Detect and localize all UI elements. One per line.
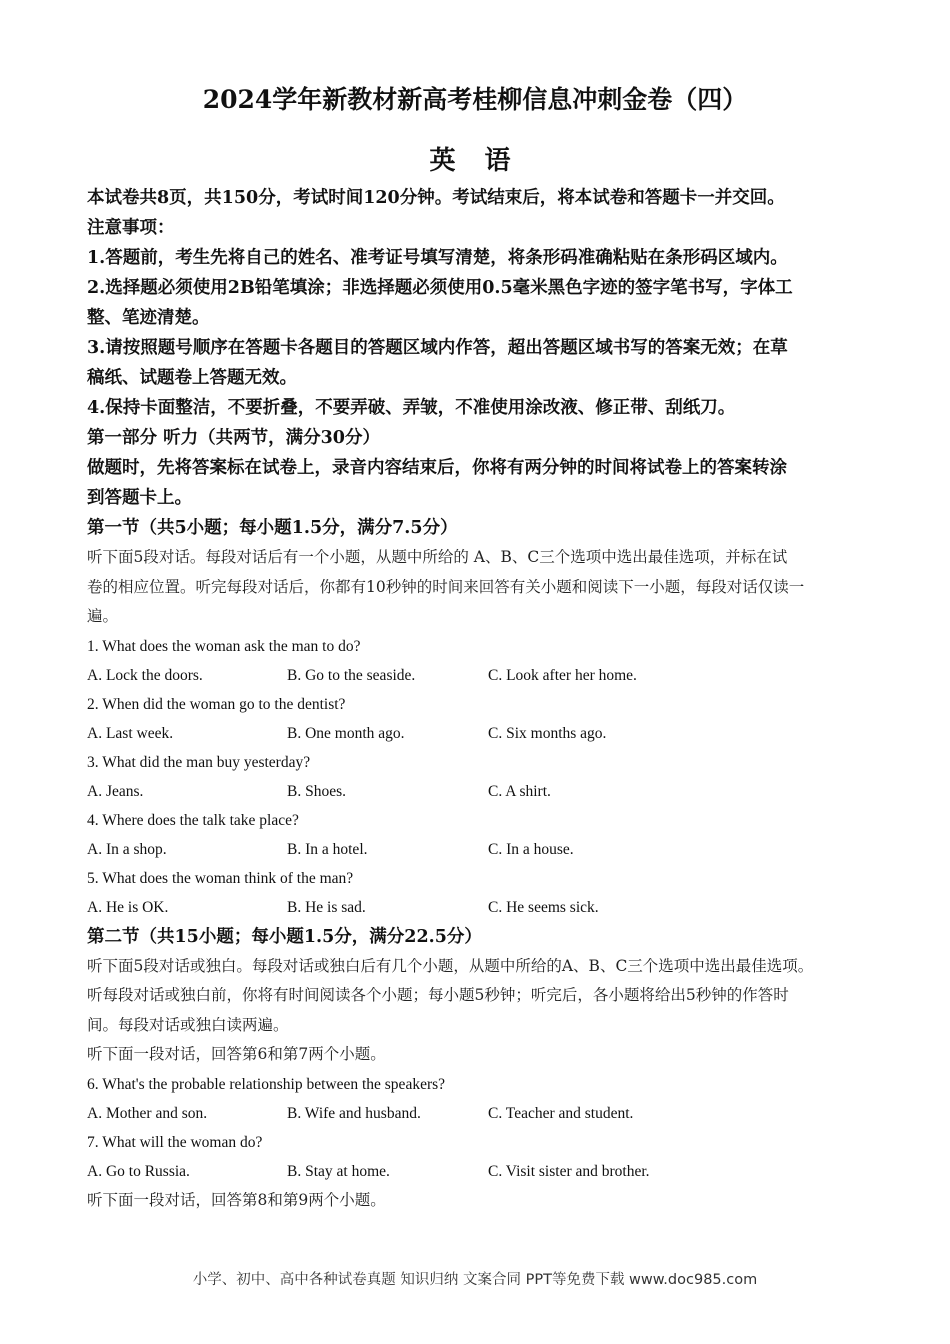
question-5: 5. What does the woman think of the man? — [87, 869, 354, 887]
option-a: A. Jeans. — [87, 782, 144, 800]
question-4: 4. Where does the talk take place? — [87, 811, 299, 829]
question-5-options — [87, 893, 877, 922]
question-6-options — [87, 1099, 877, 1128]
option-b: B. Wife and husband. — [287, 1104, 421, 1122]
section2-desc-line-1: 听下面5段对话或独白。每段对话或独白后有几个小题，从题中所给的A、B、C三个选项中选出最佳选项。 — [87, 956, 814, 975]
option-b: B. Go to the seaside. — [287, 666, 416, 684]
option-a: A. Go to Russia. — [87, 1162, 190, 1180]
option-b: B. Shoes. — [287, 782, 346, 800]
note-2-line-2: 整、笔迹清楚。 — [87, 308, 210, 328]
question-1-options — [87, 661, 877, 690]
option-c: C. Visit sister and brother. — [488, 1162, 650, 1180]
section2-desc-line-2: 听每段对话或独白前，你将有时间阅读各个小题；每小题5秒钟；听完后，各小题将给出5秒钟的作答时 — [87, 986, 789, 1004]
part1-desc-line-2: 到答题卡上。 — [87, 488, 192, 508]
section1-desc-line-3: 遍。 — [87, 607, 119, 625]
part1-desc-line-1: 做题时，先将答案标在试卷上，录音内容结束后，你将有两分钟的时间将试卷上的答案转涂 — [87, 458, 787, 478]
question-3: 3. What did the man buy yesterday? — [87, 753, 311, 771]
section1-heading: 第一节（共5小题；每小题1.5分，满分7.5分） — [87, 518, 458, 538]
note-1: 1.答题前，考生先将自己的姓名、准考证号填写清楚，将条形码准确粘贴在条形码区域内。 — [87, 248, 788, 268]
question-7: 7. What will the woman do? — [87, 1133, 263, 1151]
subject-title: 英 语 — [429, 146, 521, 176]
option-b: B. In a hotel. — [287, 840, 368, 858]
option-c: C. Six months ago. — [488, 724, 607, 742]
question-2: 2. When did the woman go to the dentist? — [87, 695, 346, 713]
section1-desc-line-1: 听下面5段对话。每段对话后有一个小题，从题中所给的 A、B、C三个选项中选出最佳选项，并标在试 — [87, 548, 788, 566]
option-c: C. In a house. — [488, 840, 574, 858]
option-a: A. He is OK. — [87, 898, 169, 916]
option-a: A. Mother and son. — [87, 1104, 208, 1122]
section2-lead-2: 听下面一段对话，回答第8和第9两个小题。 — [87, 1190, 386, 1209]
option-a: A. In a shop. — [87, 840, 167, 858]
option-a: A. Lock the doors. — [87, 666, 203, 684]
note-3-line-2: 稿纸、试题卷上答题无效。 — [87, 368, 297, 388]
question-2-options — [87, 719, 877, 748]
section1-desc-line-2: 卷的相应位置。听完每段对话后，你都有10秒钟的时间来回答有关小题和阅读下一小题，每段对话仅读一 — [87, 577, 805, 596]
footer-watermark: 小学、初中、高中各种试卷真题 知识归纳 文案合同 PPT等免费下载 www.doc985.com — [192, 1272, 758, 1288]
question-6: 6. What's the probable relationship between the speakers? — [87, 1075, 446, 1093]
section2-lead-1: 听下面一段对话，回答第6和第7两个小题。 — [87, 1045, 386, 1063]
option-b: B. Stay at home. — [287, 1162, 390, 1180]
option-a: A. Last week. — [87, 724, 174, 742]
note-4: 4.保持卡面整洁，不要折叠，不要弄破、弄皱，不准使用涂改液、修正带、刮纸刀。 — [87, 398, 736, 418]
exam-content — [87, 183, 877, 1215]
note-2-line-1: 2.选择题必须使用2B铅笔填涂；非选择题必须使用0.5毫米黑色字迹的签字笔书写，字体工 — [87, 278, 793, 298]
section2-heading: 第二节（共15小题；每小题1.5分，满分22.5分） — [87, 926, 482, 947]
option-b: B. One month ago. — [287, 724, 405, 742]
question-7-options — [87, 1157, 877, 1186]
notes-heading: 注意事项： — [87, 218, 175, 238]
option-c: C. Look after her home. — [488, 666, 637, 684]
option-c: C. He seems sick. — [488, 898, 599, 916]
question-3-options — [87, 777, 877, 806]
section2-desc-line-3: 间。每段对话或独白读两遍。 — [87, 1015, 289, 1034]
intro-text: 本试卷共8页，共150分，考试时间120分钟。考试结束后，将本试卷和答题卡一并交回。 — [87, 188, 785, 208]
option-c: C. A shirt. — [488, 782, 551, 800]
option-c: C. Teacher and student. — [488, 1104, 634, 1122]
option-b: B. He is sad. — [287, 898, 366, 916]
part1-heading: 第一部分 听力（共两节，满分30分） — [87, 428, 380, 448]
exam-title: 2024学年新教材新高考桂柳信息冲刺金卷（四） — [202, 85, 748, 114]
question-1: 1. What does the woman ask the man to do? — [87, 637, 361, 655]
question-4-options — [87, 835, 877, 864]
note-3-line-1: 3.请按照题号顺序在答题卡各题目的答题区域内作答，超出答题区域书写的答案无效；在草 — [87, 338, 788, 358]
